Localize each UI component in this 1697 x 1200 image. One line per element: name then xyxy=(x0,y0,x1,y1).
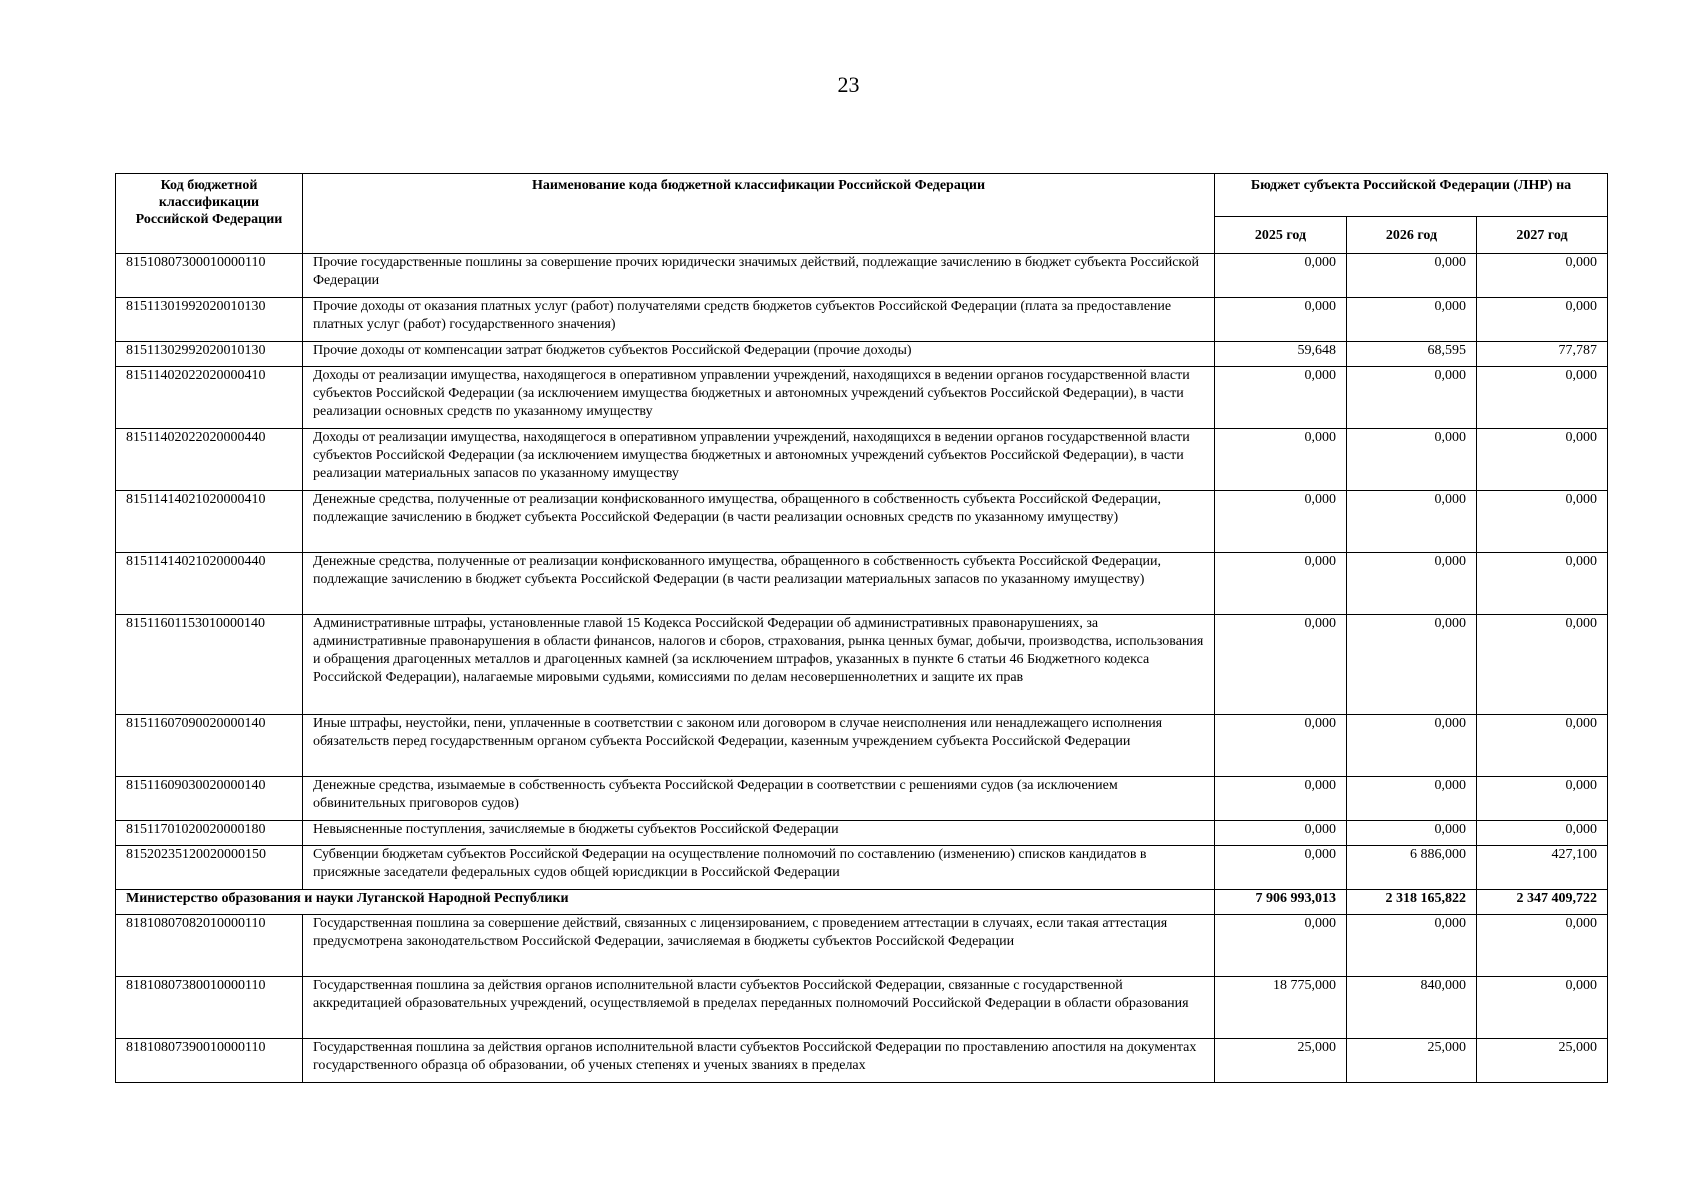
row-value-2025: 0,000 xyxy=(1215,553,1347,615)
row-value-2026: 0,000 xyxy=(1347,715,1477,777)
row-value-2025: 0,000 xyxy=(1215,367,1347,429)
header-year-2026: 2026 год xyxy=(1347,217,1477,254)
table-row xyxy=(116,342,1608,367)
row-value-2026: 6 886,000 xyxy=(1347,846,1477,890)
group-value-2026: 2 318 165,822 xyxy=(1347,890,1477,915)
table-row xyxy=(116,846,1608,890)
row-value-2027: 0,000 xyxy=(1477,254,1608,298)
header-year-2025: 2025 год xyxy=(1215,217,1347,254)
row-name: Прочие государственные пошлины за совершение прочих юридически значимых действий, подлежащие зачислению в бюджет субъекта Российской Федерации xyxy=(303,254,1215,298)
table-row xyxy=(116,491,1608,553)
row-name: Иные штрафы, неустойки, пени, уплаченные в соответствии с законом или договором в случае неисполнения или ненадлежащего исполнения обязательств перед государственным органом субъекта Российской Федерации, казенным учреждением субъекта Российской Федерации xyxy=(303,715,1215,777)
table-row xyxy=(116,821,1608,846)
row-value-2026: 0,000 xyxy=(1347,429,1477,491)
row-code: 81510807300010000110 xyxy=(116,254,303,298)
row-value-2026: 0,000 xyxy=(1347,298,1477,342)
table-row xyxy=(116,254,1608,298)
row-value-2025: 0,000 xyxy=(1215,821,1347,846)
row-code: 81511414021020000440 xyxy=(116,553,303,615)
row-name: Субвенции бюджетам субъектов Российской Федерации на осуществление полномочий по составлению (изменению) списков кандидатов в присяжные заседатели федеральных судов общей юрисдикции в Российской Федерации xyxy=(303,846,1215,890)
row-value-2026: 68,595 xyxy=(1347,342,1477,367)
row-value-2027: 0,000 xyxy=(1477,429,1608,491)
row-code: 81511402022020000410 xyxy=(116,367,303,429)
row-value-2026: 0,000 xyxy=(1347,367,1477,429)
row-value-2027: 0,000 xyxy=(1477,553,1608,615)
row-code: 81511601153010000140 xyxy=(116,615,303,715)
row-name: Невыясненные поступления, зачисляемые в бюджеты субъектов Российской Федерации xyxy=(303,821,1215,846)
row-name: Прочие доходы от компенсации затрат бюджетов субъектов Российской Федерации (прочие доходы) xyxy=(303,342,1215,367)
row-value-2027: 0,000 xyxy=(1477,915,1608,977)
page-number: 23 xyxy=(837,72,860,97)
row-value-2027: 0,000 xyxy=(1477,777,1608,821)
table-row xyxy=(116,429,1608,491)
row-name: Денежные средства, изымаемые в собственность субъекта Российской Федерации в соответствии с решениями судов (за исключением обвинительных приговоров судов) xyxy=(303,777,1215,821)
row-name: Прочие доходы от оказания платных услуг (работ) получателями средств бюджетов субъектов Российской Федерации (плата за предоставление платных услуг (работ) государственного значения) xyxy=(303,298,1215,342)
row-value-2025: 59,648 xyxy=(1215,342,1347,367)
row-value-2026: 0,000 xyxy=(1347,915,1477,977)
row-name: Доходы от реализации имущества, находящегося в оперативном управлении учреждений, находящихся в ведении органов государственной власти субъектов Российской Федерации (за исключением имущества бюджетных и автономных учреждений субъектов Российской Федерации), в части реализации основных средств по указанному имуществу xyxy=(303,367,1215,429)
row-name: Административные штрафы, установленные главой 15 Кодекса Российской Федерации об административных правонарушениях, за административные правонарушения в области финансов, налогов и сборов, страхования, рынка ценных бумаг, добычи, производства, использования и обращения драгоценных металлов и драгоценных камней (за исключением штрафов, указанных в пункте 6 статьи 46 Бюджетного кодекса Российской Федерации), налагаемые мировыми судьями, комиссиями по делам несовершеннолетних и защите их прав xyxy=(303,615,1215,715)
budget-table xyxy=(115,173,1608,1083)
table-row xyxy=(116,615,1608,715)
row-value-2025: 0,000 xyxy=(1215,429,1347,491)
row-value-2027: 0,000 xyxy=(1477,298,1608,342)
row-value-2026: 0,000 xyxy=(1347,491,1477,553)
row-code: 81511414021020000410 xyxy=(116,491,303,553)
row-value-2027: 0,000 xyxy=(1477,491,1608,553)
row-name: Государственная пошлина за действия органов исполнительной власти субъектов Российской Федерации, связанные с государственной аккредитацией образовательных учреждений, осуществляемой в пределах переданных полномочий Российской Федерации в области образования xyxy=(303,977,1215,1039)
row-code: 81520235120020000150 xyxy=(116,846,303,890)
header-name: Наименование кода бюджетной классификации Российской Федерации xyxy=(303,174,1215,254)
row-code: 81511302992020010130 xyxy=(116,342,303,367)
table-row xyxy=(116,298,1608,342)
row-value-2025: 0,000 xyxy=(1215,915,1347,977)
row-value-2025: 18 775,000 xyxy=(1215,977,1347,1039)
table-row xyxy=(116,777,1608,821)
row-value-2026: 840,000 xyxy=(1347,977,1477,1039)
row-code: 81511301992020010130 xyxy=(116,298,303,342)
row-name: Государственная пошлина за действия органов исполнительной власти субъектов Российской Федерации по проставлению апостиля на документах государственного образца об образовании, об ученых степенях и ученых званиях в пределах xyxy=(303,1039,1215,1083)
row-value-2026: 0,000 xyxy=(1347,254,1477,298)
row-value-2025: 0,000 xyxy=(1215,715,1347,777)
header-budget: Бюджет субъекта Российской Федерации (ЛНР) на xyxy=(1215,174,1608,217)
group-value-2025: 7 906 993,013 xyxy=(1215,890,1347,915)
row-value-2027: 0,000 xyxy=(1477,615,1608,715)
row-value-2027: 25,000 xyxy=(1477,1039,1608,1083)
row-code: 81511609030020000140 xyxy=(116,777,303,821)
row-value-2025: 0,000 xyxy=(1215,777,1347,821)
table-row xyxy=(116,1039,1608,1083)
row-code: 81511607090020000140 xyxy=(116,715,303,777)
row-name: Денежные средства, полученные от реализации конфискованного имущества, обращенного в собственность субъекта Российской Федерации, подлежащие зачислению в бюджет субъекта Российской Федерации (в части реализации материальных запасов по указанному имуществу) xyxy=(303,553,1215,615)
table-row xyxy=(116,715,1608,777)
row-value-2027: 0,000 xyxy=(1477,977,1608,1039)
row-value-2025: 0,000 xyxy=(1215,298,1347,342)
group-name: Министерство образования и науки Луганской Народной Республики xyxy=(116,890,1215,915)
row-value-2026: 0,000 xyxy=(1347,821,1477,846)
row-value-2025: 0,000 xyxy=(1215,615,1347,715)
group-value-2027: 2 347 409,722 xyxy=(1477,890,1608,915)
row-value-2025: 0,000 xyxy=(1215,846,1347,890)
table-row xyxy=(116,367,1608,429)
row-value-2027: 0,000 xyxy=(1477,367,1608,429)
row-code: 81810807082010000110 xyxy=(116,915,303,977)
row-code: 81810807390010000110 xyxy=(116,1039,303,1083)
row-value-2025: 0,000 xyxy=(1215,254,1347,298)
row-value-2025: 25,000 xyxy=(1215,1039,1347,1083)
row-value-2025: 0,000 xyxy=(1215,491,1347,553)
row-name: Денежные средства, полученные от реализации конфискованного имущества, обращенного в собственность субъекта Российской Федерации, подлежащие зачислению в бюджет субъекта Российской Федерации (в части реализации основных средств по указанному имуществу) xyxy=(303,491,1215,553)
table-row xyxy=(116,915,1608,977)
row-name: Государственная пошлина за совершение действий, связанных с лицензированием, с проведением аттестации в случаях, если такая аттестация предусмотрена законодательством Российской Федерации, зачисляемая в бюджеты субъектов Российской Федерации xyxy=(303,915,1215,977)
row-value-2027: 0,000 xyxy=(1477,715,1608,777)
table-row xyxy=(116,553,1608,615)
row-value-2026: 25,000 xyxy=(1347,1039,1477,1083)
group-row xyxy=(116,890,1608,915)
row-value-2027: 427,100 xyxy=(1477,846,1608,890)
header-year-2027: 2027 год xyxy=(1477,217,1608,254)
row-code: 81810807380010000110 xyxy=(116,977,303,1039)
row-name: Доходы от реализации имущества, находящегося в оперативном управлении учреждений, находящихся в ведении органов государственной власти субъектов Российской Федерации (за исключением имущества бюджетных и автономных учреждений субъектов Российской Федерации), в части реализации материальных запасов по указанному имуществу xyxy=(303,429,1215,491)
row-value-2026: 0,000 xyxy=(1347,553,1477,615)
row-code: 81511701020020000180 xyxy=(116,821,303,846)
header-code: Код бюджетной классификации Российской Федерации xyxy=(116,174,303,254)
row-value-2026: 0,000 xyxy=(1347,615,1477,715)
table-row xyxy=(116,977,1608,1039)
row-value-2026: 0,000 xyxy=(1347,777,1477,821)
row-value-2027: 77,787 xyxy=(1477,342,1608,367)
row-value-2027: 0,000 xyxy=(1477,821,1608,846)
row-code: 81511402022020000440 xyxy=(116,429,303,491)
